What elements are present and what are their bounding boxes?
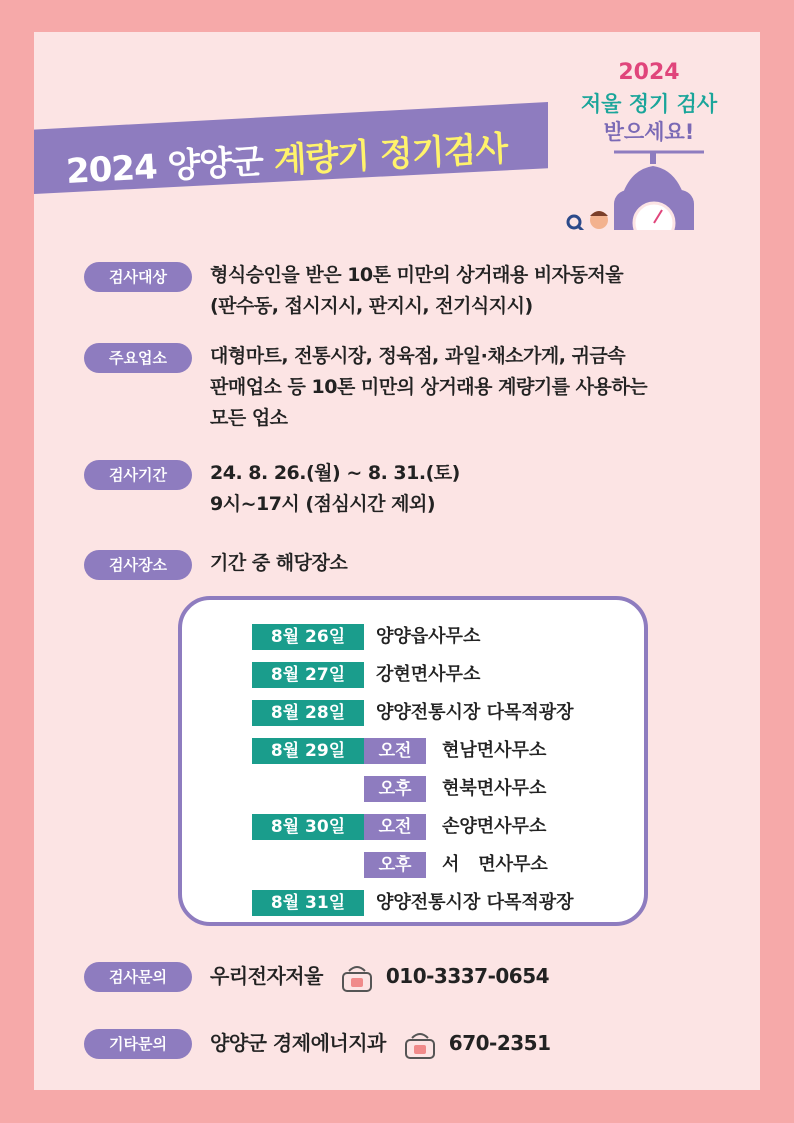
schedule-date: 8월 30일 bbox=[252, 814, 364, 840]
location-text: 기간 중 해당장소 bbox=[210, 552, 348, 574]
schedule-half: 오후 bbox=[364, 776, 426, 802]
promo-year: 2024 bbox=[618, 60, 680, 85]
promo-line2: 받으세요! bbox=[603, 120, 695, 144]
label-other-contact: 기타문의 bbox=[84, 1029, 192, 1059]
title-highlight: 계량기 정기검사 bbox=[272, 128, 509, 182]
inspection-contact-name: 우리전자저울 bbox=[210, 964, 323, 988]
schedule-date: 8월 26일 bbox=[252, 624, 364, 650]
schedule-place: 양양읍사무소 bbox=[376, 626, 481, 647]
schedule-half: 오후 bbox=[364, 852, 426, 878]
title-prefix: 2024 양양군 bbox=[65, 141, 275, 192]
other-contact-phone: 670-2351 bbox=[448, 1031, 551, 1055]
period-text bbox=[210, 458, 460, 520]
phone-icon bbox=[339, 963, 375, 993]
label-business: 주요업소 bbox=[84, 343, 192, 373]
target-line: 형식승인을 받은 10톤 미만의 상거래용 비자동저울 bbox=[210, 264, 624, 286]
inspection-contact-phone: 010-3337-0654 bbox=[385, 964, 550, 988]
label-target: 검사대상 bbox=[84, 262, 192, 292]
target-line: (판수동, 접시지시, 판지시, 전기식지시) bbox=[210, 295, 533, 317]
business-line: 판매업소 등 10톤 미만의 상거래용 계량기를 사용하는 bbox=[210, 376, 648, 398]
period-line: 9시~17시 (점심시간 제외) bbox=[210, 493, 436, 515]
label-inspection-contact: 검사문의 bbox=[84, 962, 192, 992]
schedule-half: 오전 bbox=[364, 738, 426, 764]
schedule-place: 현남면사무소 bbox=[442, 740, 547, 761]
schedule-date: 8월 31일 bbox=[252, 890, 364, 916]
promo-line1: 저울 정기 검사 bbox=[580, 92, 718, 116]
schedule-date: 8월 27일 bbox=[252, 662, 364, 688]
poster-panel bbox=[34, 32, 760, 1090]
schedule-date: 8월 29일 bbox=[252, 738, 364, 764]
label-location: 검사장소 bbox=[84, 550, 192, 580]
other-contact-name: 양양군 경제에너지과 bbox=[210, 1031, 386, 1055]
scale-icon bbox=[554, 60, 744, 230]
phone-icon bbox=[402, 1030, 438, 1060]
business-text bbox=[210, 341, 647, 434]
inspection-contact-text bbox=[210, 961, 549, 993]
schedule-place: 서 면사무소 bbox=[442, 854, 548, 875]
schedule-box bbox=[178, 596, 648, 926]
label-period: 검사기간 bbox=[84, 460, 192, 490]
promo-badge bbox=[554, 60, 744, 230]
other-contact-text bbox=[210, 1028, 551, 1060]
schedule-place: 강현면사무소 bbox=[376, 664, 481, 685]
schedule-place: 양양전통시장 다목적광장 bbox=[376, 892, 574, 913]
target-text bbox=[210, 260, 623, 322]
schedule-place: 현북면사무소 bbox=[442, 778, 547, 799]
business-line: 대형마트, 전통시장, 정육점, 과일·채소가게, 귀금속 bbox=[210, 345, 626, 367]
schedule-date: 8월 28일 bbox=[252, 700, 364, 726]
schedule-place: 양양전통시장 다목적광장 bbox=[376, 702, 574, 723]
period-line: 24. 8. 26.(월) ~ 8. 31.(토) bbox=[210, 462, 460, 484]
business-line: 모든 업소 bbox=[210, 407, 288, 429]
schedule-place: 손양면사무소 bbox=[442, 816, 547, 837]
schedule-half: 오전 bbox=[364, 814, 426, 840]
